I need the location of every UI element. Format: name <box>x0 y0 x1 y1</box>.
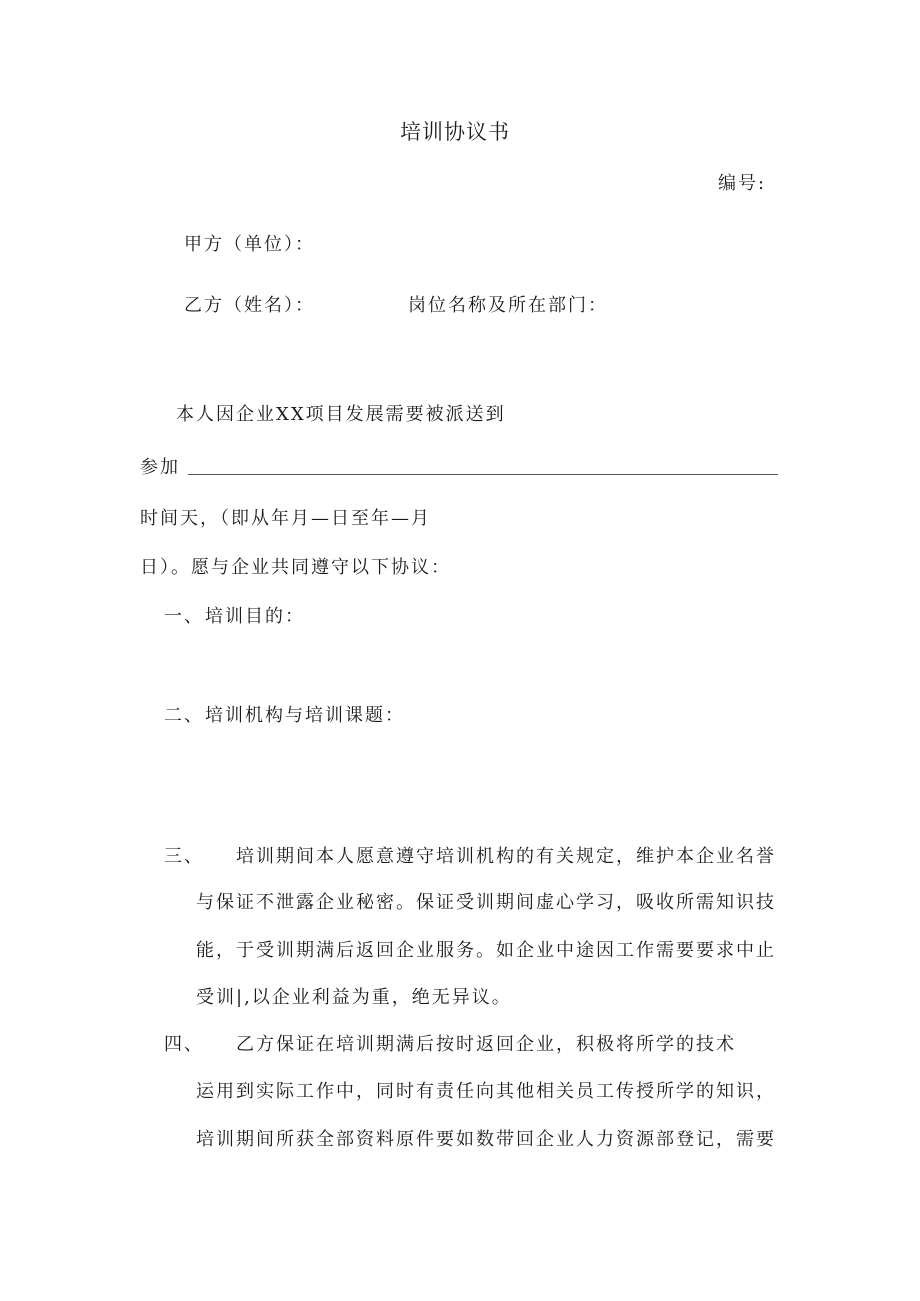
time-line: 时间天，（即从年月—日至年—月 <box>140 508 431 529</box>
section-3-line: 培训期间本人愿意遵守培训机构的有关规定，维护本企业名誉 <box>236 846 776 867</box>
section-4-number: 四、 <box>164 1034 204 1055</box>
section-4-line: 培训期间所获全部资料原件要如数带回企业人力资源部登记，需要 <box>196 1129 776 1150</box>
position-label: 岗位名称及所在部门： <box>408 295 608 316</box>
section-3-line: 受训|,以企业利益为重，绝无异议。 <box>196 987 512 1008</box>
party-a-label: 甲方（单位）： <box>184 234 315 255</box>
party-b-label: 乙方（姓名）： <box>184 295 315 316</box>
section-2-number: 二、 <box>164 705 204 726</box>
attend-blank-line <box>188 474 778 475</box>
attend-label: 参加 <box>140 457 180 478</box>
section-4-line: 乙方保证在培训期满后按时返回企业，积极将所学的技术 <box>236 1034 736 1055</box>
intro-line: 本人因企业XX项目发展需要被派送到 <box>176 404 506 425</box>
agree-line: 日）。愿与企业共同遵守以下协议： <box>140 557 451 578</box>
section-4-line: 运用到实际工作中，同时有责任向其他相关员工传授所学的知识， <box>196 1081 776 1102</box>
section-1-number: 一、 <box>164 606 204 627</box>
section-1-heading: 培训目的： <box>205 606 305 627</box>
number-label: 编号: <box>718 173 767 194</box>
section-3-line: 能，于受训期满后返回企业服务。如企业中途因工作需要要求中止 <box>196 940 776 961</box>
section-3-line: 与保证不泄露企业秘密。保证受训期间虚心学习，吸收所需知识技 <box>196 892 776 913</box>
section-2-heading: 培训机构与培训课题： <box>205 705 405 726</box>
section-3-number: 三、 <box>164 846 204 867</box>
document-title: 培训协议书 <box>400 120 510 144</box>
